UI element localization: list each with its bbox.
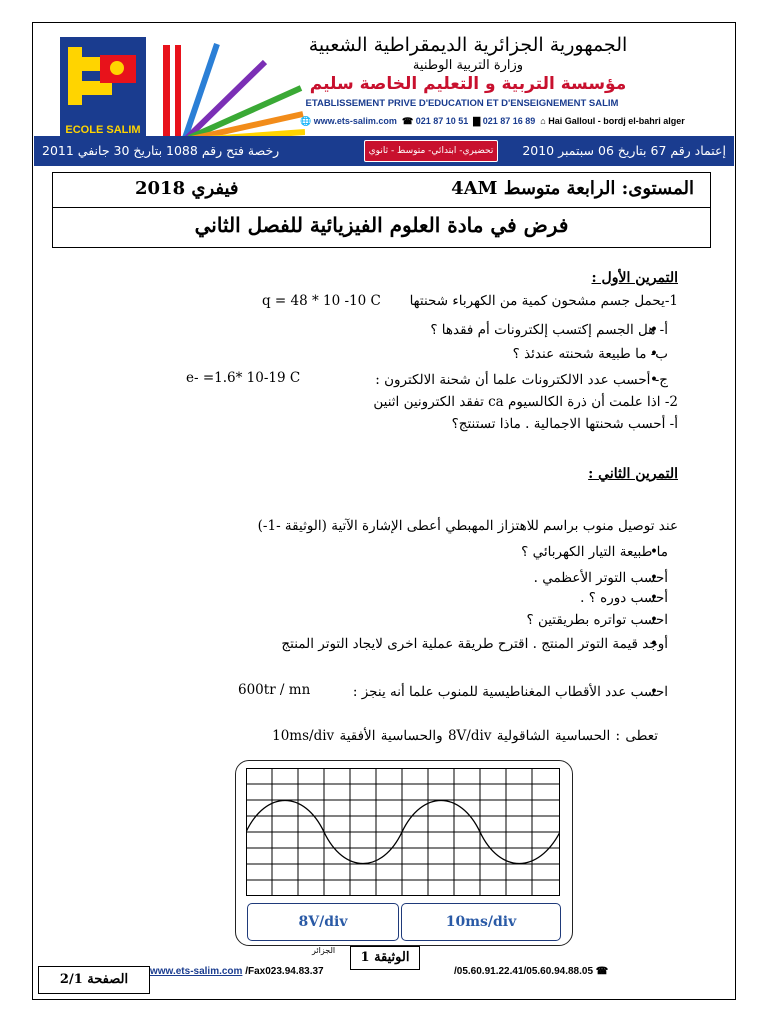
footer-city: الجزائر (312, 946, 336, 955)
exercise1-item-c: ج- أحسب عدد الالكترونات علما أن شحنة الالكترون : (375, 372, 668, 388)
footer-website[interactable]: www.ets-salim.com (150, 966, 243, 977)
bullet-icon (650, 372, 658, 388)
bullet-icon (650, 346, 658, 362)
charge-formula: q = 48 * 10 -10 C (262, 293, 381, 309)
exercise2-item-3: أحسب دوره ؟ . (580, 590, 668, 606)
footer-fax: /Fax023.94.83.37 (245, 966, 324, 977)
address-text: Hai Galloul - bordj el-bahri alger (548, 116, 685, 126)
rotation-speed: 600tr / mn (238, 682, 311, 698)
house-icon: ⌂ (540, 116, 546, 126)
exercise1-q1: 1-يحمل جسم مشحون كمية من الكهرباء شحنتها (409, 293, 678, 309)
footer-phones (454, 966, 608, 977)
ministry-title: وزارة التربية الوطنية (412, 58, 524, 73)
exercise1-item-b: ب- ما طبيعة شحنته عندئذ ؟ (512, 346, 668, 362)
republic-title: الجمهورية الجزائرية الديمقراطية الشعبية (308, 34, 628, 56)
institution-arabic: مؤسسة التربية و التعليم الخاصة سليم (309, 74, 627, 94)
exam-title-box (52, 206, 711, 248)
exercise2-item-5: أوجد قيمة التوتر المنتج . اقترح طريقة عملية اخرى لايجاد التوتر المنتج (281, 636, 668, 652)
exercise2-heading: التمرين الثاني : (588, 466, 678, 482)
accreditation-text: إعتماد رقم 67 بتاريخ 06 سبتمبر 2010 (522, 143, 726, 158)
exercise2-item-2: أحسب التوتر الأعظمي . (533, 570, 668, 586)
phone-text: 021 87 10 51 (415, 116, 469, 126)
phone-icon: ☎ (595, 966, 609, 977)
logo-text: ECOLE SALIM (60, 123, 146, 137)
exercise2-intro: عند توصيل منوب براسم للاهتزاز المهبطي أعطى الإشارة الآتية (الوثيقة -1-) (257, 518, 678, 534)
fax-icon: ▇ (473, 116, 481, 126)
exercise1-q2: 2- اذا علمت أن ذرة الكالسيوم ca تفقد الكترونين اثنين (373, 394, 678, 410)
bullet-icon (650, 636, 658, 652)
bullet-icon (650, 612, 658, 628)
contact-line (300, 116, 720, 132)
page-number: الصفحة 2/1 (38, 966, 150, 994)
website-text[interactable]: www.ets-salim.com (313, 116, 397, 126)
document-label: الوثيقة 1 (350, 946, 420, 970)
exercise1-item-a: أ- هل الجسم إكتسب إلكترونات أم فقدها ؟ (430, 322, 668, 338)
exercise1-q2-a: أ- أحسب شحنتها الاجمالية . ماذا تستنتج؟ (451, 416, 678, 432)
electron-charge-formula: e- =1.6* 10-19 C (186, 370, 301, 386)
oscilloscope-screen (246, 768, 560, 896)
fax-text: 021 87 16 89 (482, 116, 536, 126)
institution-french: ETABLISSEMENT PRIVE D'EDUCATION ET D'ENSEIGNEMENT SALIM (305, 98, 619, 109)
exercise2-item-1: ما طبيعة التيار الكهربائي ؟ (521, 544, 668, 560)
globe-icon: 🌐 (300, 116, 312, 126)
horizontal-sensitivity-box: 10ms/div (401, 903, 561, 941)
footer-phone-numbers: /05.60.91.22.41/05.60.94.88.05 (454, 966, 594, 977)
phone-icon: ☎ (401, 116, 414, 126)
footer-contact (150, 966, 324, 977)
exercise1-heading: التمرين الأول : (591, 270, 678, 286)
exercise2-item-4: احسب تواتره بطريقتين ؟ (526, 612, 668, 628)
levels-badge: تحضيري- ابتدائي- متوسط - ثانوي (364, 140, 498, 162)
bullet-icon (650, 322, 658, 338)
bullet-icon (650, 590, 658, 606)
accreditation-band (34, 136, 734, 166)
exam-date: فيفري 2018 (135, 178, 239, 199)
bullet-icon (650, 684, 658, 700)
level-text: المستوى: الرابعة متوسط 4AM (451, 178, 694, 199)
exercise2-item-6: احسب عدد الأقطاب المغناطيسية للمنوب علما أنه ينجز : (352, 684, 668, 700)
bullet-icon (650, 544, 658, 560)
exam-title: فرض في مادة العلوم الفيزيائية للفصل الثاني (194, 213, 569, 237)
vertical-sensitivity-box: 8V/div (247, 903, 399, 941)
opening-license-text: رخصة فتح رقم 1088 بتاريخ 30 جانفي 2011 (42, 143, 280, 158)
sensitivity-given: تعطى : الحساسية الشاقولية 8V/div والحساسية الأفقية 10ms/div (272, 728, 658, 744)
bullet-icon (650, 570, 658, 586)
level-box (52, 172, 711, 208)
